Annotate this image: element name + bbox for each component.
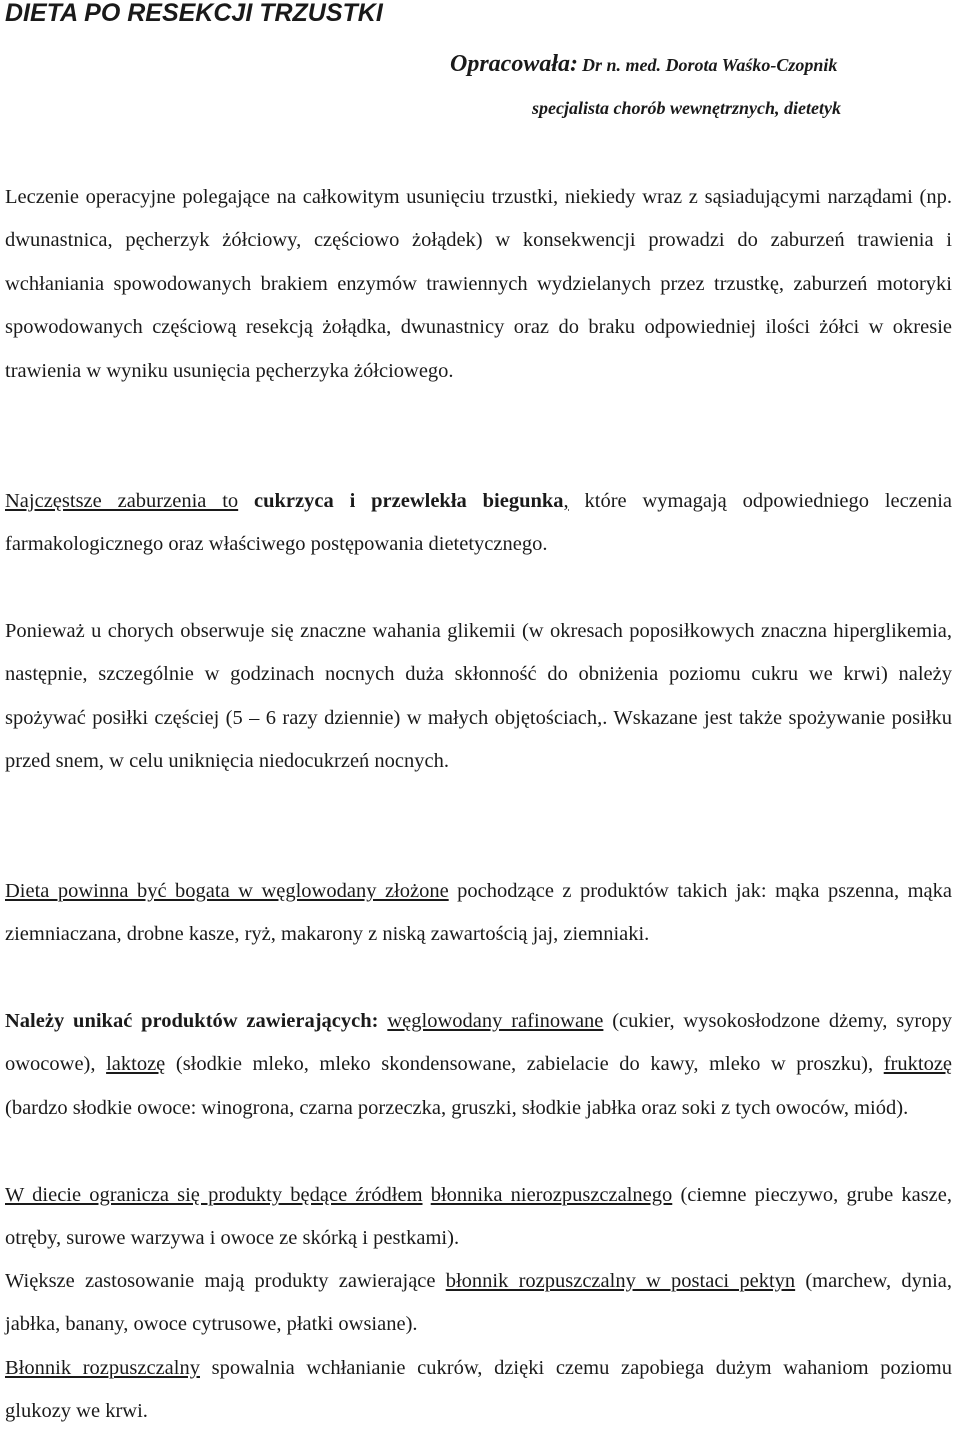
carbohydrates-rest: pochodzące z produktów takich jak: mąka pszenna, mąka ziemniaczana, drobne kasze, ryż, makarony z niską zawartością jaj, ziemniaki. [5, 880, 952, 946]
avoid-fructose: fruktozę [883, 1053, 953, 1076]
disorders-comma: , [563, 490, 569, 512]
paragraph-insoluble-fiber [5, 1174, 952, 1261]
soluble-effect-lead: Błonnik rozpuszczalny [5, 1357, 200, 1379]
author-name: Dr n. med. Dorota Waśko-Czopnik [582, 55, 838, 75]
soluble-text-2: (marchew, dynia, jabłka, banany, owoce cytrusowe, płatki owsiane). [5, 1270, 952, 1336]
paragraph-soluble-fiber [5, 1260, 952, 1347]
soluble-text-1: Większe zastosowanie mają produkty zawierające [5, 1270, 446, 1292]
soluble-effect-rest: spowalnia wchłanianie cukrów, dzięki czemu zapobiega dużym wahaniom poziomu glukozy we krwi. [5, 1357, 953, 1423]
author-label: Opracowała: [450, 51, 578, 77]
avoid-text-3: (bardzo słodkie owoce: winogrona, czarna porzeczka, gruszki, słodkie jabłka oraz soki z tych owoców, miód). [5, 1096, 909, 1119]
paragraph-carbohydrates [5, 870, 952, 957]
insoluble-rest: (ciemne pieczywo, grube kasze, otręby, surowe warzywa i owoce ze skórką i pestkami). [5, 1184, 952, 1250]
paragraph-soluble-effect [5, 1347, 952, 1434]
avoid-lactose: laktozę [106, 1053, 166, 1076]
avoid-refined-carbs: węglowodany rafinowane [387, 1010, 604, 1032]
insoluble-lead: W diecie ogranicza się produkty będące źródłem [5, 1184, 423, 1206]
carbohydrates-lead: Dieta powinna być bogata w węglowodany złożone [5, 880, 449, 902]
soluble-pectin: błonnik rozpuszczalny w postaci pektyn [445, 1270, 796, 1292]
paragraph-glycemia: Ponieważ u chorych obserwuje się znaczne wahania glikemii (w okresach poposiłkowych znaczna hiperglikemia, następnie, szczególnie w godzinach nocnych duża skłonność do obniżenia poziomu cukru we krwi) należy spożywać posiłki częściej (5 – 6 razy dziennie) w małych objętościach,. Wskazane jest także spożywanie posiłku przed snem, w celu uniknięcia niedocukrzeń nocnych. [5, 620, 952, 773]
disorders-bold: cukrzyca i przewlekła biegunka [254, 490, 564, 512]
author-line [450, 48, 837, 83]
avoid-lead: Należy unikać produktów zawierających: [5, 1010, 379, 1032]
avoid-text-2: (słodkie mleko, mleko skondensowane, zabielacie do kawy, mleko w proszku), [165, 1053, 884, 1076]
paragraph-intro: Leczenie operacyjne polegające na całkowitym usunięciu trzustki, niekiedy wraz z sąsiadującymi narządami (np. dwunastnica, pęcherzyk żółciowy, częściowo żołądek) w konsekwencji prowadzi do zaburzeń trawienia i wchłaniania spowodowanych brakiem enzymów trawiennych wydzielanych przez trzustkę, zaburzeń motoryki spowodowanych częściową resekcją żołądka, dwunastnicy oraz do braku odpowiedniej ilości żółci w okresie trawienia w wyniku usunięcia pęcherzyka żółciowego. [5, 186, 952, 382]
document-title: DIETA PO RESEKCJI TRZUSTKI [5, 0, 383, 27]
insoluble-fiber: błonnika nierozpuszczalnego [430, 1184, 673, 1206]
disorders-lead: Najczęstsze zaburzenia to [5, 490, 239, 512]
avoid-text-1: (cukier, wysokosłodzone dżemy, syropy owocowe), [5, 1010, 953, 1076]
author-specialty: specjalista chorób wewnętrznych, dietetyk [532, 98, 841, 118]
paragraph-disorders [5, 480, 952, 567]
paragraph-avoid [5, 1000, 952, 1130]
disorders-rest: które wymagają odpowiedniego leczenia farmakologicznego oraz właściwego postępowania dietetycznego. [5, 490, 952, 556]
